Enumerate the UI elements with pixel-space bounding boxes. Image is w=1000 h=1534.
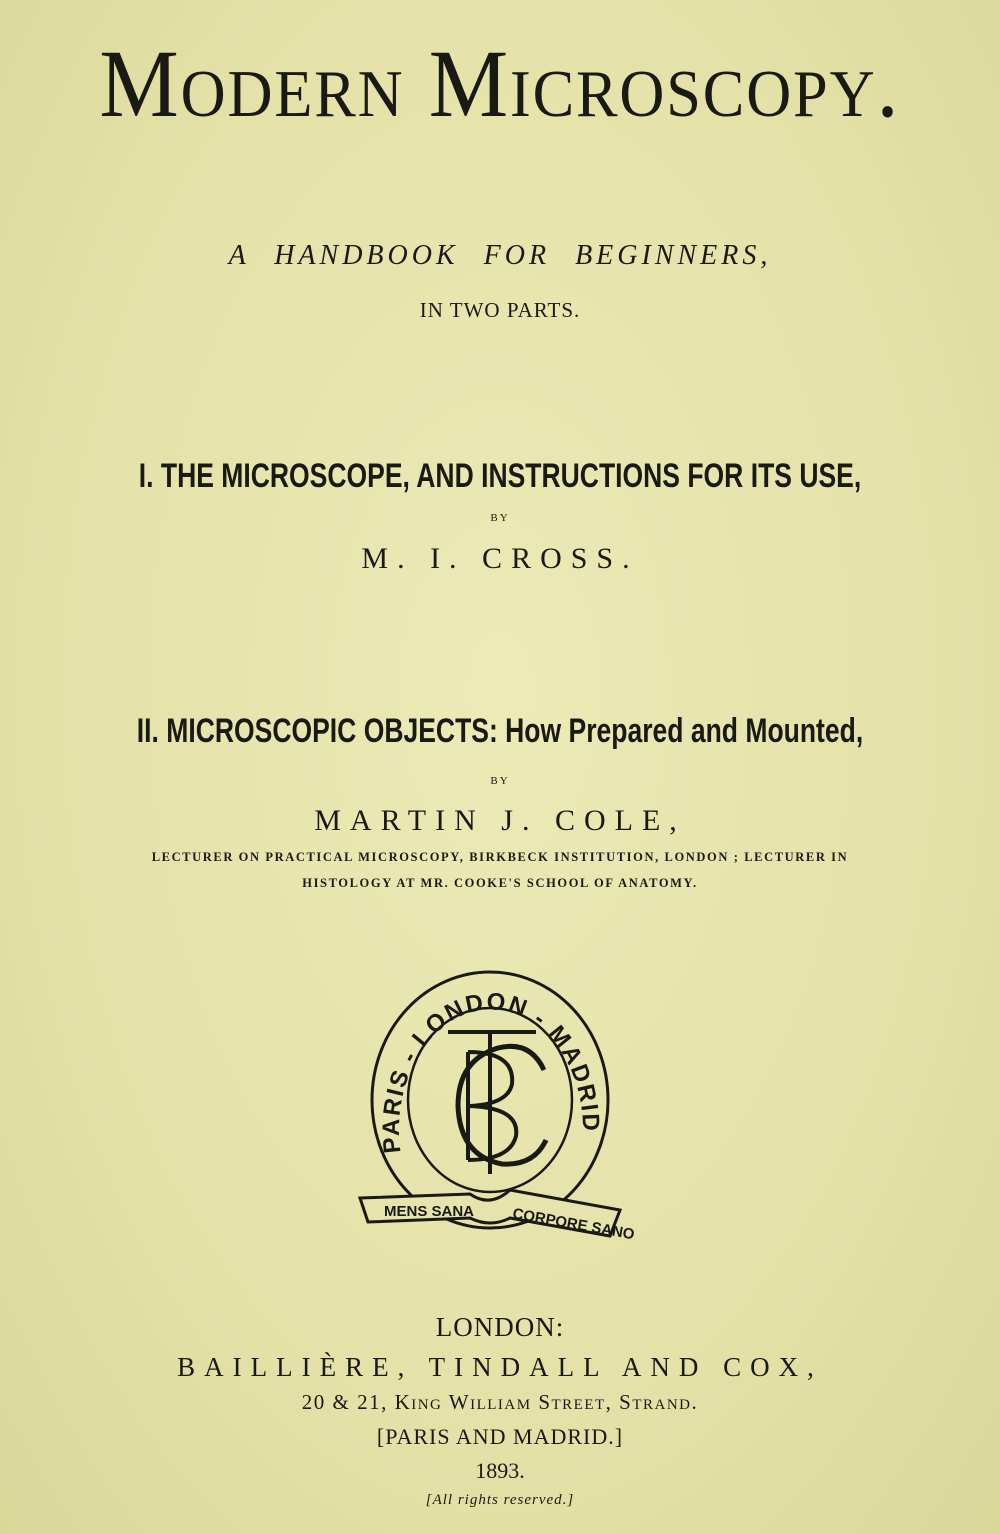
part-two-author: MARTIN J. COLE,: [314, 804, 686, 837]
part-two-heading: II. MICROSCOPIC OBJECTS: How Prepared and Mounted,: [136, 712, 864, 750]
publisher-branches: [PARIS AND MADRID.]: [376, 1424, 624, 1449]
svg-text:CORPORE SANO: CORPORE SANO: [511, 1205, 636, 1244]
book-subtitle: A HANDBOOK FOR BEGINNERS,: [228, 240, 772, 271]
part-one-author: M. I. CROSS.: [361, 542, 639, 575]
parts-note: IN TWO PARTS.: [419, 298, 581, 322]
book-title: Modern Microscopy.: [99, 30, 901, 137]
publication-year: 1893.: [475, 1458, 525, 1483]
part-one-by: BY: [490, 512, 510, 524]
rights-notice: [All rights reserved.]: [425, 1492, 575, 1508]
publisher-address: 20 & 21, King William Street, Strand.: [301, 1390, 699, 1414]
author-credentials-line-2: HISTOLOGY AT MR. COOKE'S SCHOOL OF ANATOMY.: [302, 876, 698, 890]
emblem-ring-text: PARIS - LONDON - MADRID: [377, 988, 605, 1155]
motto-ribbon-icon: [360, 1190, 636, 1243]
imprint-place: LONDON:: [435, 1312, 565, 1342]
part-two-by: BY: [490, 775, 510, 787]
publisher-name: BAILLIÈRE, TINDALL AND COX,: [177, 1352, 823, 1382]
author-credentials-line-1: LECTURER ON PRACTICAL MICROSCOPY, BIRKBECK INSTITUTION, LONDON ; LECTURER IN: [151, 850, 849, 864]
part-one-heading: I. THE MICROSCOPE, AND INSTRUCTIONS FOR ITS USE,: [138, 457, 862, 495]
publisher-emblem: [340, 960, 640, 1250]
monogram-icon: [448, 1032, 546, 1174]
svg-text:MENS SANA: MENS SANA: [384, 1203, 475, 1220]
